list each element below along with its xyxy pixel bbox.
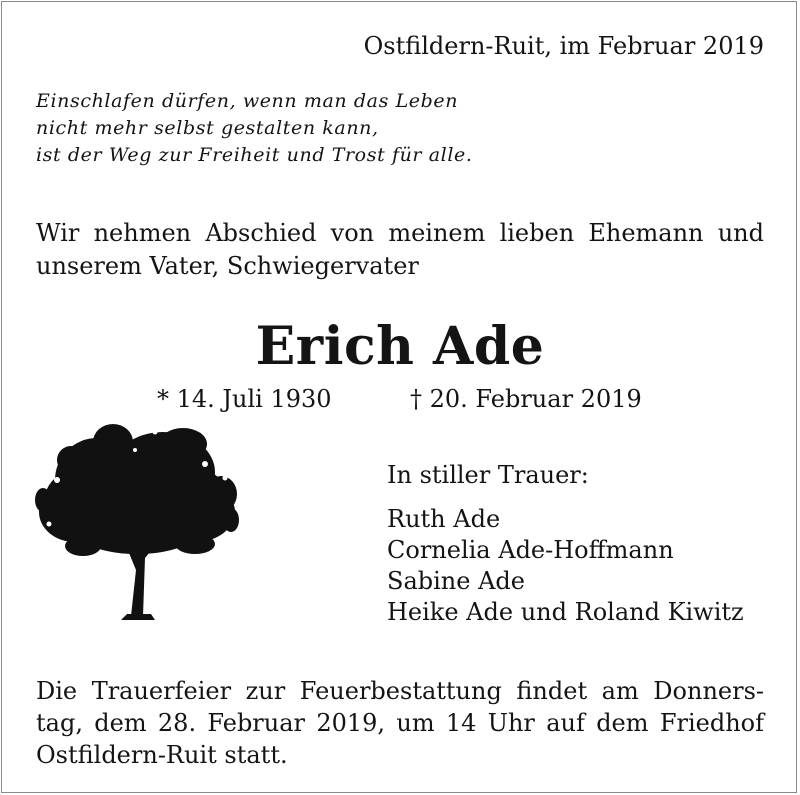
mourning-heading: In stiller Trauer: (387, 461, 589, 489)
motto-line: ist der Weg zur Freiheit und Trost für alle. (36, 144, 473, 166)
motto-line: Einschlafen dürfen, wenn man das Leben (36, 90, 459, 112)
mourners-list (387, 504, 744, 628)
place-date: Ostfildern-Ruit, im Februar 2019 (363, 32, 764, 60)
deceased-name: Erich Ade (255, 316, 545, 377)
birth-date: * 14. Juli 1930 (157, 385, 332, 413)
funeral-info (36, 675, 764, 771)
funeral-line: Ostfildern-Ruit statt. (36, 741, 288, 769)
death-date: † 20. Februar 2019 (410, 385, 642, 413)
mourner-name: Heike Ade und Roland Kiwitz (387, 598, 744, 626)
funeral-line: tag, dem 28. Februar 2019, um 14 Uhr auf dem Friedhof (36, 709, 764, 737)
tree-silhouette-icon (35, 420, 240, 625)
mourner-name: Cornelia Ade-Hoffmann (387, 536, 674, 564)
farewell-text (36, 217, 764, 283)
mourner-name: Ruth Ade (387, 505, 501, 533)
farewell-line: unserem Vater, Schwiegervater (36, 252, 419, 280)
mourner-name: Sabine Ade (387, 567, 525, 595)
motto-verse (36, 88, 473, 169)
funeral-line: Die Trauerfeier zur Feuerbestattung findet am Donners- (36, 677, 764, 705)
farewell-line: Wir nehmen Abschied von meinem lieben Ehemann und (36, 219, 764, 247)
motto-line: nicht mehr selbst gestalten kann, (36, 117, 379, 139)
